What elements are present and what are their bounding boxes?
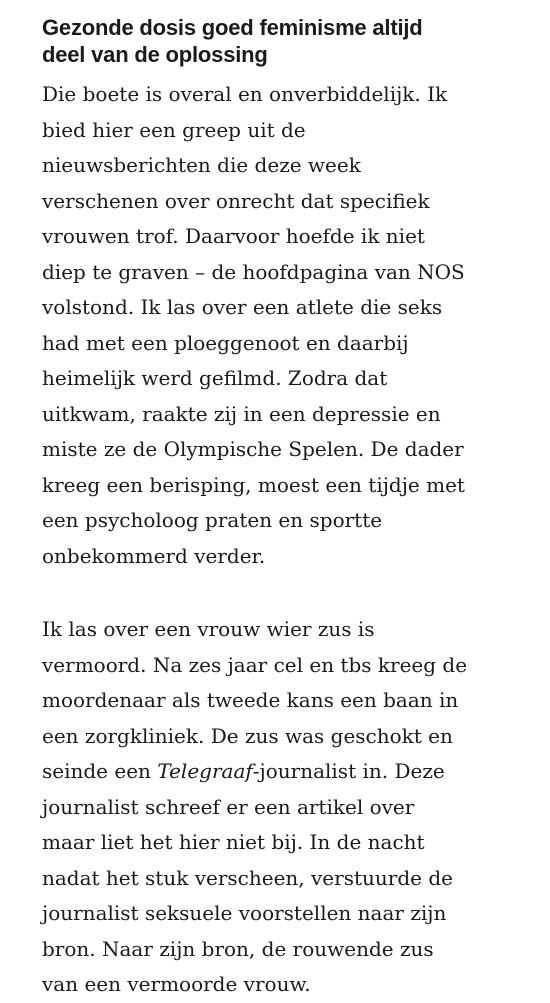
text-line: bied hier een greep uit de bbox=[42, 117, 306, 142]
paragraph-1 bbox=[42, 77, 530, 574]
text-line: miste ze de Olympische Spelen. De dader bbox=[42, 437, 464, 461]
text-line: van een vermoorde vrouw. bbox=[42, 972, 311, 996]
text-line: nieuwsberichten die deze week bbox=[42, 153, 361, 177]
text-line: verschenen over onrecht dat specifiek bbox=[42, 188, 430, 213]
text-line bbox=[42, 754, 530, 790]
text-line: een psycholoog praten en sportte bbox=[42, 508, 383, 532]
text-line: volstond. Ik las over een atlete die seks bbox=[42, 295, 443, 319]
section-heading bbox=[42, 14, 530, 68]
text-line: journalist seksuele voorstellen naar zijn bbox=[42, 901, 447, 925]
text-line: moordenaar als tweede kans een baan in bbox=[42, 688, 459, 712]
text-line: heimelijk werd gefilmd. Zodra dat bbox=[42, 366, 388, 390]
text-line: een zorgkliniek. De zus was geschokt en bbox=[42, 723, 453, 748]
heading-line: Gezonde dosis goed feminisme altijd bbox=[42, 15, 423, 40]
text-line: diep te graven – de hoofdpagina van NOS bbox=[42, 259, 465, 284]
text-line: kreeg een berisping, moest een tijdje met bbox=[42, 472, 465, 497]
text-line: uitkwam, raakte zij in een depressie en bbox=[42, 401, 441, 426]
text-line: maar liet het hier niet bij. In de nacht bbox=[42, 830, 425, 854]
text-segment: seinde een bbox=[42, 759, 158, 783]
text-line: Die boete is overal en onverbiddelijk. Ik bbox=[42, 82, 448, 106]
text-line: journalist schreef er een artikel over bbox=[42, 794, 415, 819]
text-line: had met een ploeggenoot en daarbij bbox=[42, 330, 409, 355]
text-line: bron. Naar zijn bron, de rouwende zus bbox=[42, 936, 434, 961]
text-segment: -journalist in. Deze bbox=[252, 759, 445, 783]
text-line: vrouwen trof. Daarvoor hoefde ik niet bbox=[42, 224, 425, 248]
text-line: Ik las over een vrouw wier zus is bbox=[42, 617, 375, 641]
text-line: onbekommerd verder. bbox=[42, 543, 266, 568]
text-line: vermoord. Na zes jaar cel en tbs kreeg de bbox=[42, 652, 468, 677]
paragraph-2 bbox=[42, 612, 530, 1003]
newspaper-name: Telegraaf bbox=[157, 759, 253, 783]
heading-line: deel van de oplossing bbox=[42, 42, 268, 67]
text-line: nadat het stuk verscheen, verstuurde de bbox=[42, 865, 453, 890]
